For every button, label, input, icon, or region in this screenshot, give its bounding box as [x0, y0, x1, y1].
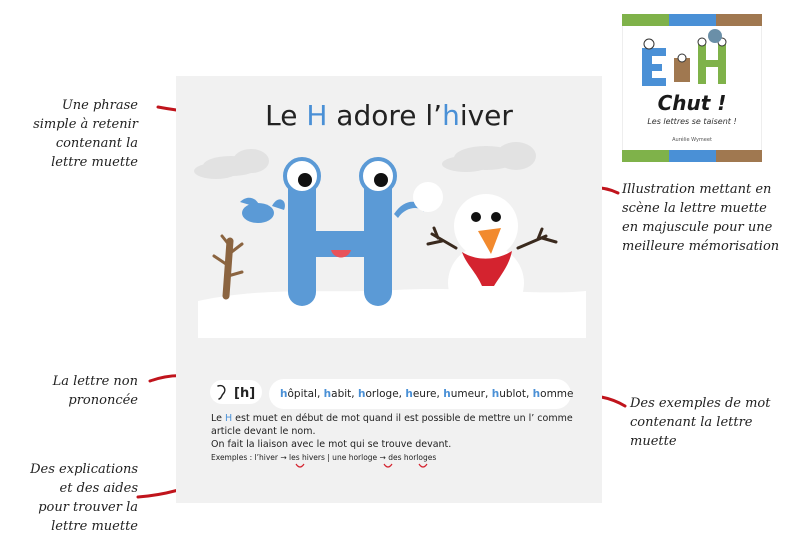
- annotation-line: simple à retenir: [33, 117, 138, 132]
- lesson-card: [176, 76, 602, 503]
- lesson-title: Le H adore l’hiver: [265, 99, 513, 132]
- example-word: horloge,: [357, 388, 406, 400]
- annotation-line: contenant la lettre: [630, 415, 753, 430]
- annotation-examples: [630, 394, 794, 451]
- annotation-line: lettre muette: [51, 519, 138, 534]
- annotation-line: muette: [630, 434, 677, 449]
- annotation-letter: [20, 372, 138, 410]
- example-word: habit,: [323, 388, 358, 400]
- annotation-line: Des exemples de mot: [630, 396, 771, 411]
- annotation-line: pour trouver la: [38, 500, 138, 515]
- phoneme-badge: [210, 380, 262, 404]
- explanation-line-2: On fait la liaison avec le mot qui se trouve devant.: [211, 439, 452, 450]
- liaison-marks: [176, 462, 602, 482]
- example-word: homme: [532, 388, 574, 400]
- annotation-line: en majuscule pour une: [622, 220, 773, 235]
- examples-list: [269, 379, 574, 409]
- annotation-line: prononcée: [68, 393, 138, 408]
- explanation-line-1: Le H est muet en début de mot quand il est possible de mettre un l’ comme article devant le nom.: [211, 413, 573, 437]
- annotation-explanations: [8, 460, 138, 536]
- example-word: humeur,: [443, 388, 492, 400]
- annotation-line: Une phrase: [61, 98, 138, 113]
- annotation-line: lettre muette: [51, 155, 138, 170]
- annotation-phrase: [8, 96, 138, 172]
- annotation-line: La lettre non: [52, 374, 138, 389]
- example-word: hôpital,: [280, 388, 324, 400]
- example-line: Exemples : l’hiver → les hivers | une horloge → des horloges: [211, 453, 437, 462]
- book-author: Aurélie Wymeet: [672, 137, 712, 143]
- book-cover-art: [622, 14, 762, 162]
- annotation-line: Illustration mettant en: [622, 182, 772, 197]
- annotation-line: meilleure mémorisation: [622, 239, 780, 254]
- book-subtitle: Les lettres se taisent !: [647, 117, 737, 126]
- phoneme-text: [h]: [234, 386, 256, 401]
- annotation-illustration: [622, 180, 794, 256]
- annotation-line: scène la lettre muette: [622, 201, 767, 216]
- owl-icon: [708, 29, 722, 43]
- annotation-line: et des aides: [59, 481, 138, 496]
- explanation-text: [211, 412, 581, 451]
- annotation-line: Des explications: [30, 462, 138, 477]
- illustration: [176, 76, 602, 346]
- example-word: hublot,: [491, 388, 533, 400]
- book-title: Chut !: [657, 91, 727, 115]
- book-cover: [622, 14, 762, 162]
- example-word: heure,: [405, 388, 444, 400]
- annotation-line: contenant la: [55, 136, 138, 151]
